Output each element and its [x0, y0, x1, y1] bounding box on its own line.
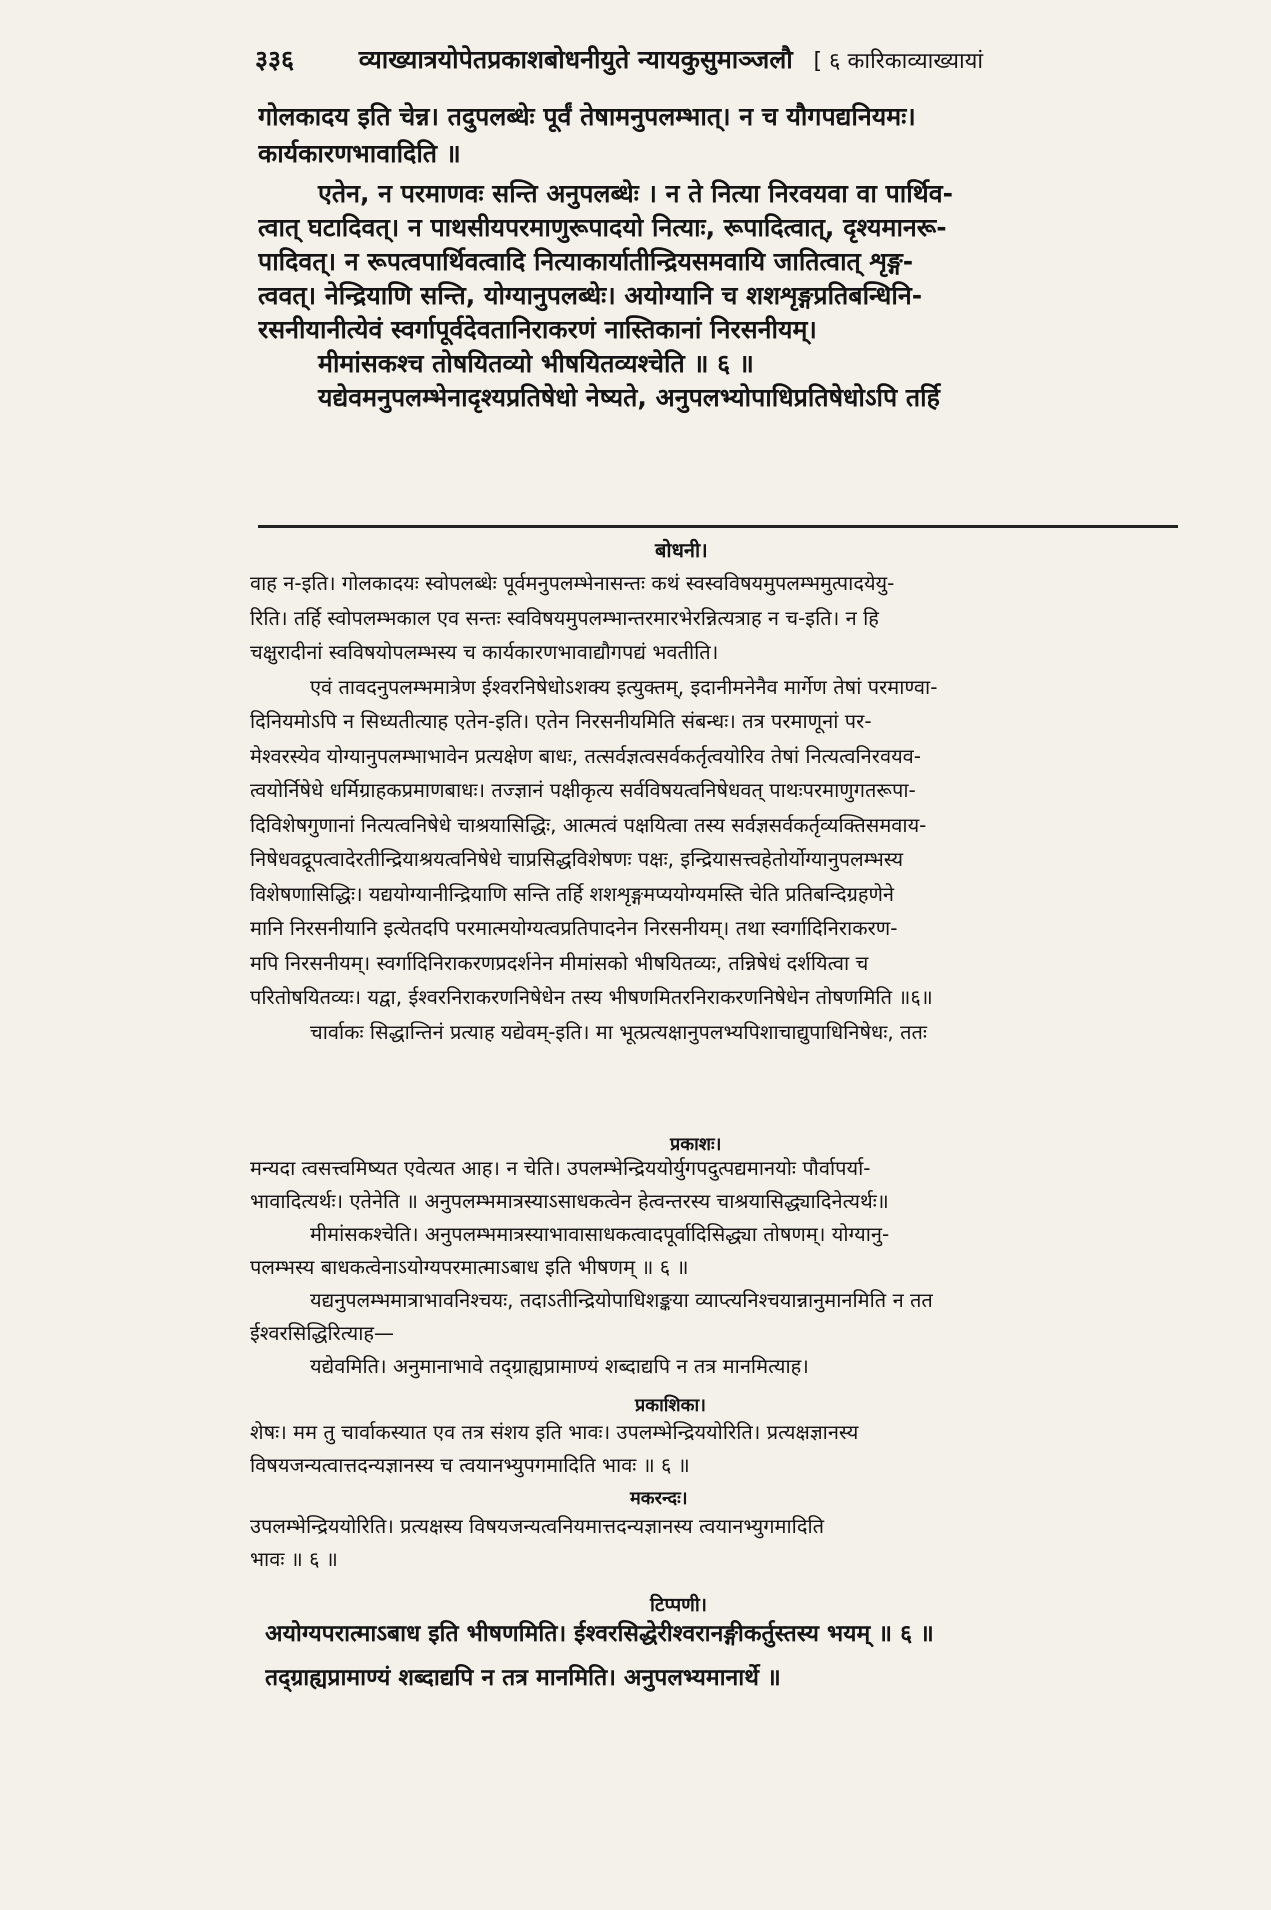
- commentary-line: चक्षुरादीनां स्वविषयोपलम्भस्य च कार्यकारणभावाद्यौगपद्यं भवतीति।: [250, 640, 719, 664]
- commentary-line: वाह न-इति। गोलकादयः स्वोपलब्धेः पूर्वमनुपलम्भेनासन्तः कथं स्वस्वविषयमुपलम्भमुत्पादयेयु-: [250, 571, 895, 595]
- commentary-line: मीमांसकश्चेति। अनुपलम्भमात्रस्याभावासाधकत्वादपूर्वादिसिद्ध्या तोषणम्। योग्यानु-: [310, 1222, 890, 1246]
- mula-line: गोलकादय इति चेन्न। तदुपलब्धेः पूर्वं तेषामनुपलम्भात्। न च यौगपद्यनियमः।: [258, 102, 916, 131]
- commentary-line: भावः ॥ ६ ॥: [250, 1547, 338, 1571]
- page-header: [255, 42, 1215, 76]
- prakasha-heading: प्रकाशः।: [670, 1134, 722, 1155]
- commentary-line: पलम्भस्य बाधकत्वेनाऽयोग्यपरमात्माऽबाध इति भीषणम् ॥ ६ ॥: [250, 1255, 689, 1279]
- commentary-line: त्वयोर्निषेधे धर्मिग्राहकप्रमाणबाधः। तज्ज्ञानं पक्षीकृत्य सर्वविषयत्वनिषेधवत् पाथःपरमाणुगतरूपा-: [250, 778, 916, 802]
- running-title: व्याख्यात्रयोपेतप्रकाशबोधनीयुते न्यायकुसुमाञ्जलौ: [358, 45, 793, 74]
- mula-text-continued: [258, 177, 1218, 415]
- mula-line: एतेन, न परमाणवः सन्ति अनुपलब्धेः । न ते नित्या निरवयवा वा पार्थिव-: [318, 179, 953, 208]
- commentary-line: दिविशेषगुणानां नित्यत्वनिषेधे चाश्रयासिद्धिः, आत्मत्वं पक्षयित्वा तस्य सर्वज्ञसर्वकर्तृव्यक्तिसमवाय-: [250, 812, 927, 837]
- prakashika-heading: प्रकाशिका।: [635, 1395, 706, 1416]
- commentary-line: ईश्वरसिद्धिरित्याह—: [250, 1321, 395, 1345]
- mula-line: त्ववत्। नेन्द्रियाणि सन्ति, योग्यानुपलब्धेः। अयोग्यानि च शशशृङ्गप्रतिबन्धिनि-: [258, 281, 923, 310]
- mula-line: यद्येवमनुपलम्भेनादृश्यप्रतिषेधो नेष्यते, अनुपलभ्योपाधिप्रतिषेधोऽपि तर्हि: [318, 383, 940, 412]
- commentary-line: चार्वाकः सिद्धान्तिनं प्रत्याह यद्येवम्-इति। मा भूत्प्रत्यक्षानुपलभ्यपिशाचाद्युपाधिनिषेधः, ततः: [310, 1019, 927, 1044]
- prakasha-commentary: [250, 1152, 1215, 1383]
- commentary-line: निषेधवद्रूपत्वादेरतीन्द्रियाश्रयत्वनिषेधे चाप्रसिद्धविशेषणः पक्षः, इन्द्रियासत्त्वहेतोर्योग्यानुपलम्भस्य: [250, 847, 904, 871]
- tippani-heading: टिप्पणी।: [650, 1594, 708, 1616]
- commentary-line: रिति। तर्हि स्वोपलम्भकाल एव सन्तः स्वविषयमुपलम्भान्तरमारभेरन्नित्यत्राह न च-इति। न हि: [250, 605, 879, 630]
- commentary-line: मपि निरसनीयम्। स्वर्गादिनिराकरणप्रदर्शनेन मीमांसको भीषयितव्यः, तन्निषेधं दर्शयित्वा च: [250, 950, 869, 975]
- tippani-commentary: [265, 1612, 1205, 1700]
- commentary-line: भावादित्यर्थः। एतेनेति ॥ अनुपलम्भमात्रस्याऽसाधकत्वेन हेत्वन्तरस्य चाश्रयासिद्ध्यादिनेत्यर्थः॥: [250, 1189, 889, 1213]
- commentary-line: परितोषयितव्यः। यद्वा, ईश्वरनिराकरणनिषेधेन तस्य भीषणमितरनिराकरणनिषेधेन तोषणमिति ॥६॥: [250, 985, 933, 1009]
- commentary-line: विषयजन्यत्वात्तदन्यज्ञानस्य च त्वयानभ्युपगमादिति भावः ॥ ६ ॥: [250, 1453, 690, 1477]
- commentary-line: दिनियमोऽपि न सिध्यतीत्याह एतेन-इति। एतेन निरसनीयमिति संबन्धः। तत्र परमाणूनां पर-: [250, 709, 872, 733]
- prakashika-commentary: [250, 1416, 1215, 1482]
- makaranda-commentary: [250, 1510, 1215, 1576]
- section-marker: [ ६ कारिकाव्याख्यायां: [813, 49, 984, 74]
- mula-line: कार्यकारणभावादिति ॥: [258, 139, 461, 168]
- mula-line: मीमांसकश्च तोषयितव्यो भीषयितव्यश्चेति ॥ ६ ॥: [318, 349, 754, 378]
- commentary-line: एवं तावदनुपलम्भमात्रेण ईश्वरनिषेधोऽशक्य इत्युक्तम्, इदानीमनेनैव मार्गेण तेषां परमाण्वा-: [310, 674, 938, 699]
- commentary-line: मानि निरसनीयानि इत्येतदपि परमात्मयोग्यत्वप्रतिपादनेन निरसनीयम्। तथा स्वर्गादिनिराकरण-: [250, 916, 898, 940]
- commentary-line: तद्ग्राह्यप्रामाण्यं शब्दाद्यपि न तत्र मानमिति। अनुपलभ्यमानार्थे ॥: [265, 1665, 781, 1691]
- mula-line: पादिवत्। न रूपत्वपार्थिवत्वादि नित्याकार्यातीन्द्रियसमवायि जातित्वात् शृङ्ग-: [258, 247, 914, 276]
- mula-line: रसनीयानीत्येवं स्वर्गापूर्वदेवतानिराकरणं नास्तिकानां निरसनीयम्।: [258, 315, 817, 344]
- mula-line: त्वात् घटादिवत्। न पाथसीयपरमाणुरूपादयो नित्याः, रूपादित्वात्, दृश्यमानरू-: [258, 213, 947, 242]
- horizontal-rule: [258, 525, 1178, 528]
- commentary-line: यद्येवमिति। अनुमानाभावे तद्ग्राह्यप्रामाण्यं शब्दाद्यपि न तत्र मानमित्याह।: [310, 1354, 809, 1378]
- bodhani-heading: बोधनी।: [655, 538, 708, 562]
- commentary-line: यद्यनुपलम्भमात्राभावनिश्चयः, तदाऽतीन्द्रियोपाधिशङ्कया व्याप्त्यनिश्चयान्नानुमानमिति न तत: [310, 1288, 933, 1312]
- page-number: ३३६: [255, 45, 295, 74]
- commentary-line: विशेषणासिद्धिः। यद्ययोग्यानीन्द्रियाणि सन्ति तर्हि शशशृङ्गमप्ययोग्यमस्ति चेति प्रतिबन्दिग्रहणेने: [250, 881, 895, 906]
- commentary-line: मेश्वरस्येव योग्यानुपलम्भाभावेन प्रत्यक्षेण बाधः, तत्सर्वज्ञत्वसर्वकर्तृत्वयोरिव तेषां नित्यत्वनिरवयव-: [250, 743, 922, 768]
- commentary-line: उपलम्भेन्द्रिययोरिति। प्रत्यक्षस्य विषयजन्यत्वनियमात्तदन्यज्ञानस्य त्वयानभ्युगमादिति: [250, 1514, 825, 1538]
- makaranda-heading: मकरन्दः।: [630, 1488, 688, 1509]
- commentary-line: मन्यदा त्वसत्त्वमिष्यत एवेत्यत आह। न चेति। उपलम्भेन्द्रिययोर्युगपदुत्पद्यमानयोः पौर्वापर्या-: [250, 1156, 871, 1180]
- mula-text: [258, 98, 1218, 172]
- commentary-line: अयोग्यपरात्माऽबाध इति भीषणमिति। ईश्वरसिद्धेरीश्वरानङ्गीकर्तुस्तस्य भयम् ॥ ६ ॥: [265, 1621, 934, 1647]
- commentary-line: शेषः। मम तु चार्वाकस्यात एव तत्र संशय इति भावः। उपलम्भेन्द्रिययोरिति। प्रत्यक्षज्ञानस्य: [250, 1420, 859, 1444]
- bodhani-commentary: [250, 566, 1215, 1049]
